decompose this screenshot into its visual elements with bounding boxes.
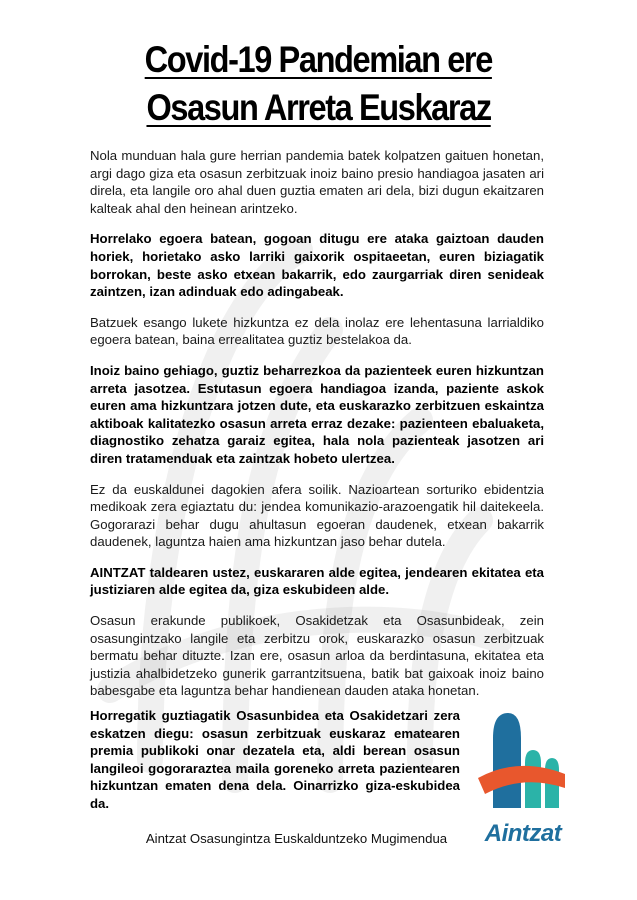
closing-paragraph: Horregatik guztiagatik Osasunbidea eta Osakidetzari zera eskatzen diegu: osasun zerbitzuak euskaraz ematearen premia publikoki onar dezatela eta, aldi berean osasun langileoi gogoraraztea maila goreneko arreta pazientearen hizkuntzan ematen dena dela. Oinarrizko giza-eskubidea da. <box>90 708 460 811</box>
footer-organization <box>0 831 637 846</box>
logo-wordmark: Aintzat <box>484 820 562 847</box>
paragraph: Nola munduan hala gure herrian pandemia batek kolpatzen gaituen honetan, argi dago giza eta osasun zerbitzuak inoiz baino presio handiagoa jasaten ari direla, eta langile oro ahal duen guztia ematen ari dela, bizi dugun ekaitzaren kalteak ahal den heinean arintzeko. <box>90 148 544 216</box>
paragraph: Ez da euskaldunei dagokien afera soilik. Nazioartean sorturiko ebidentzia medikoak zera egiaztatu du: jendea komunikazio-arazoengatik hil daitekeela. Gogorarazi behar dugu ahultasun egoeran daudenek, etxean bakarrik daudenek, laguntza haien ama hizkuntzan jaso behar dutela. <box>90 481 544 550</box>
article-body <box>90 147 544 713</box>
paragraph: Batzuek esango lukete hizkuntza ez dela inolaz ere lehentasuna larrialdiko egoera batean, baina errealitatea guztiz bestelakoa da. <box>90 314 544 348</box>
paragraph: Osasun erakunde publikoek, Osakidetzak eta Osasunbideak, zein osasungintzako langile eta zerbitzu orok, euskarazko osasun zerbitzuak bermatu behar dituzte. Izan ere, osasun arloa da berdintasuna, ekitatea eta justizia ahalbidetzeko gunerik garrantzitsuena, batik bat gaixoak inoiz baino babesgabe eta laguntza behar handienean dauden ataka honetan. <box>90 613 544 699</box>
title-line-1: Covid-19 Pandemian ere <box>144 39 493 80</box>
paragraph: Inoiz baino gehiago, guztiz beharrezkoa da pazienteek euren hizkuntzan arreta jasotzea. Estutasun egoera handiagoa izanda, paziente askok euren ama hizkuntzara jotzen dute, eta euskarazko zerbitzuen eskaintza aktiboak kalitatezko osasun arreta erraz dezake: pazienteen ebaluaketa, diagnostiko zehatza garaiz egitea, hala nola pazienteak jasotzen ari diren tratamenduak eta zaintzak hobeto ulertzea. <box>90 362 544 466</box>
paragraph: Horrelako egoera batean, gogoan ditugu ere ataka gaiztoan dauden horiek, horietako asko larriki gaixorik ospitaeetan, euren biziagatik borrokan, beste asko etxean bakarrik, edo zaurgarriak diren senideak zaintzen, izan adinduak edo adingabeak. <box>90 231 544 300</box>
footer-text: Aintzat Osasungintza Euskalduntzeko Mugimendua <box>145 831 448 846</box>
page-subtitle <box>0 86 637 130</box>
title-line-2: Osasun Arreta Euskaraz <box>146 87 491 128</box>
paragraph: AINTZAT taldearen ustez, euskararen alde egitea, jendearen ekitatea eta justiziaren alde egitea da, giza eskubideen alde. <box>90 564 544 598</box>
page-title <box>0 38 637 82</box>
